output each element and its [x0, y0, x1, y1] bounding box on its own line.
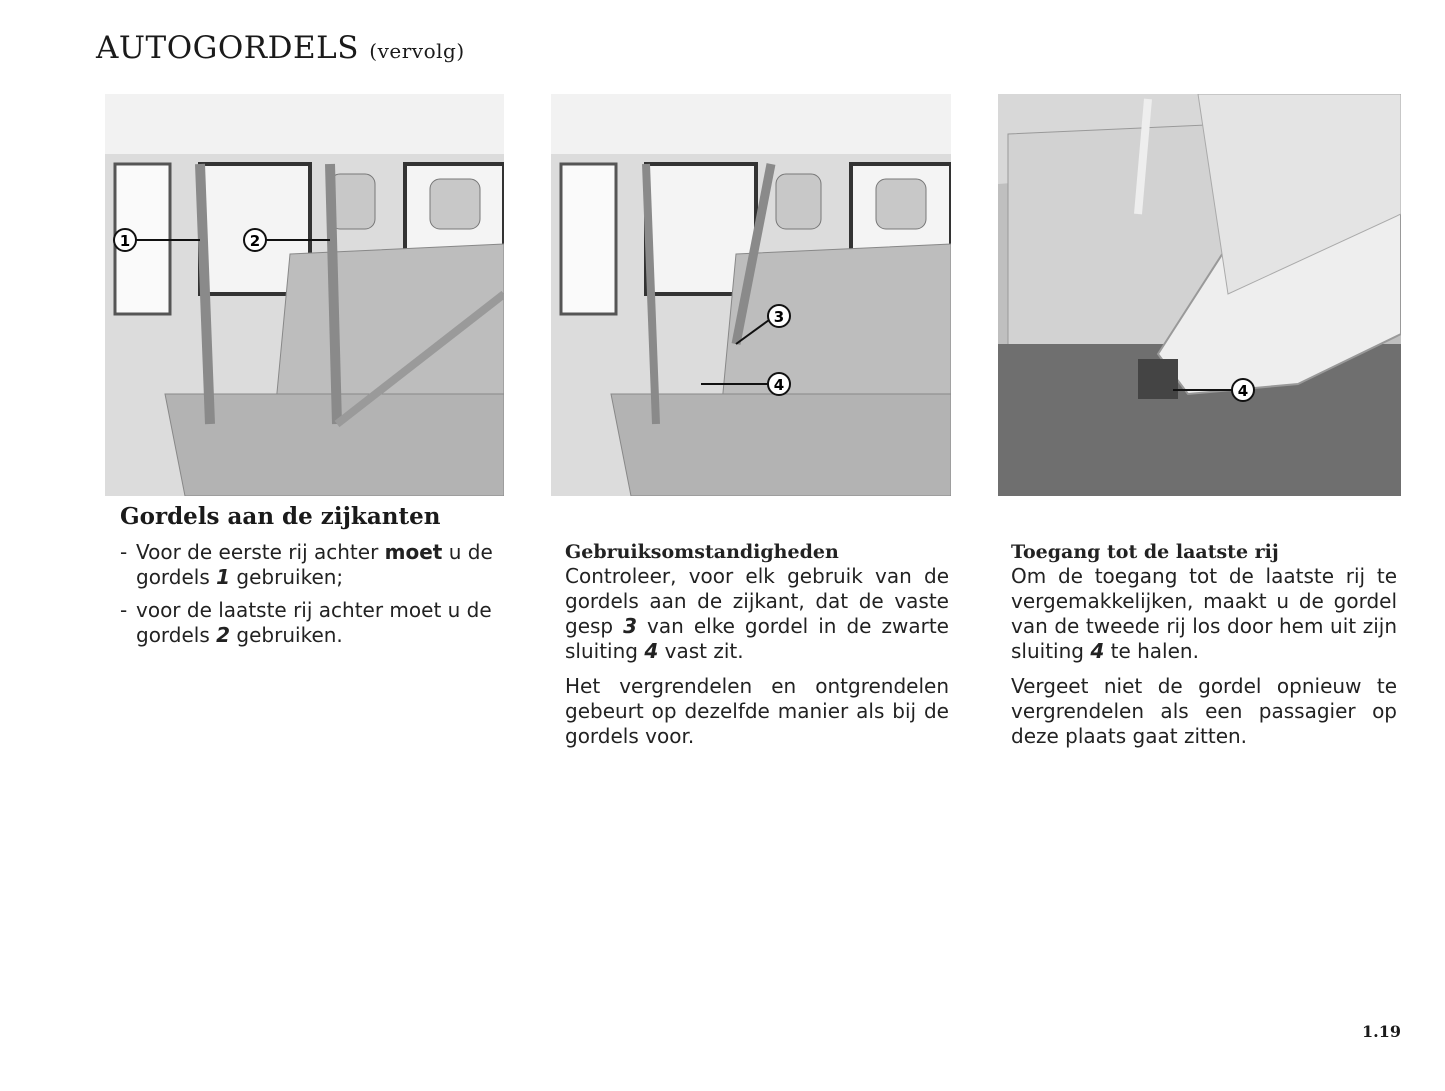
seat-illustration-2	[551, 94, 951, 496]
photo-buckle	[551, 94, 951, 496]
svg-text:3: 3	[773, 308, 785, 326]
heading-side-belts: Gordels aan de zijkanten	[120, 503, 441, 530]
photo-side-belts	[105, 94, 504, 496]
access-paragraph-2: Vergeet niet de gordel opnieuw te vergrendelen als een passagier op deze plaats gaat zitten.	[1011, 674, 1397, 748]
bullet-last-row: - voor de laatste rij achter moet u de gordels 2 gebruiken.	[120, 598, 502, 648]
usage-paragraph-1: Controleer, voor elk gebruik van de gordels aan de zijkant, dat de vaste gesp 3 van elke gordel in de zwarte sluiting 4 vast zit.	[565, 564, 949, 663]
col1-text	[120, 540, 502, 656]
seat-illustration-1	[105, 94, 504, 496]
usage-paragraph-2: Het vergrendelen en ontgrendelen gebeurt op dezelfde manier als bij de gordels voor.	[565, 674, 949, 748]
svg-text:2: 2	[249, 232, 261, 250]
col3-text	[1011, 540, 1397, 759]
seat-illustration-3	[998, 94, 1401, 496]
heading-last-row-access: Toegang tot de laatste rij	[1011, 541, 1279, 563]
col2-text	[565, 540, 949, 759]
page-number: 1.19	[1362, 1022, 1401, 1041]
photo-last-row-access	[998, 94, 1401, 496]
svg-text:4: 4	[773, 376, 785, 394]
title-subtitle: (vervolg)	[369, 39, 465, 63]
svg-text:1: 1	[119, 232, 131, 250]
bullet-first-row: - Voor de eerste rij achter moet u de gordels 1 gebruiken;	[120, 540, 502, 590]
title-main: AUTOGORDELS	[96, 30, 359, 66]
svg-text:4: 4	[1237, 382, 1249, 400]
access-paragraph-1: Om de toegang tot de laatste rij te vergemakkelijken, maakt u de gordel van de tweede rij los door hem uit zijn sluiting 4 te halen.	[1011, 564, 1397, 663]
page-title	[96, 30, 465, 66]
heading-usage-conditions: Gebruiksomstandigheden	[565, 541, 839, 563]
